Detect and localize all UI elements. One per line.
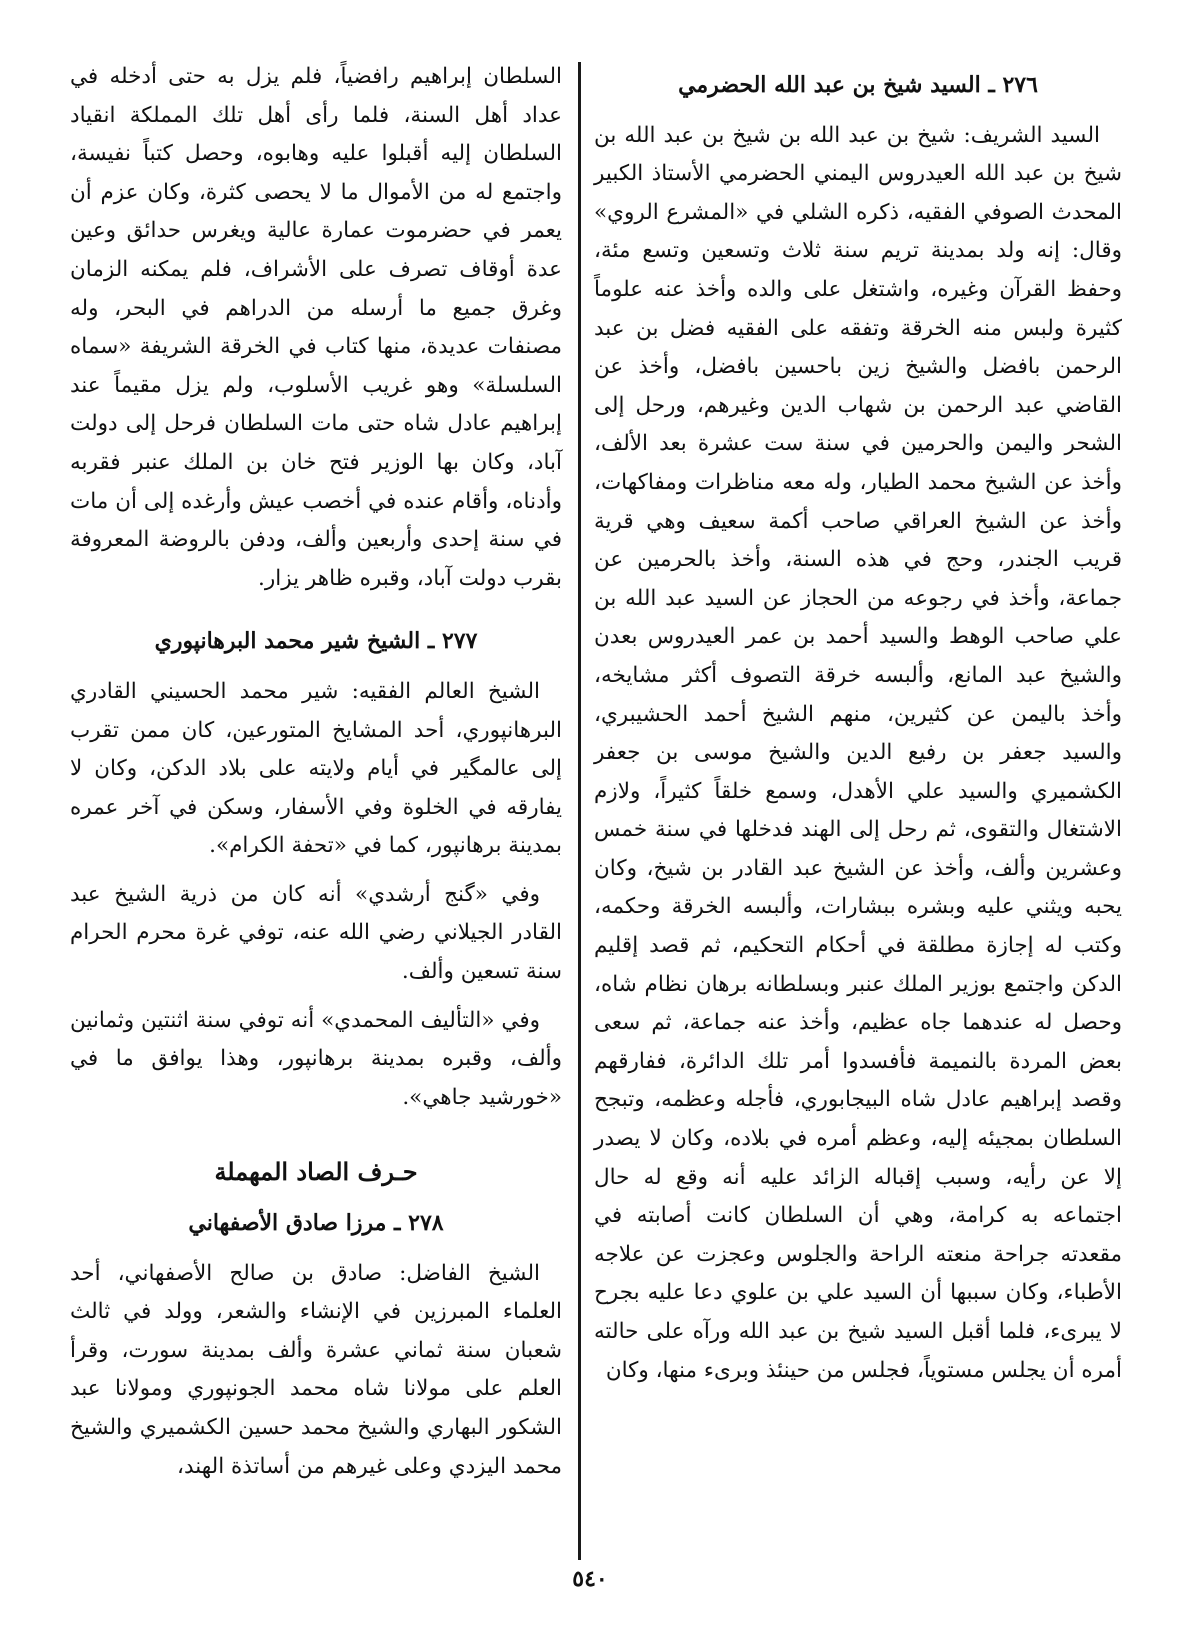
entry-277-paragraph-1: الشيخ العالم الفقيه: شير محمد الحسيني القادري البرهانپوري، أحد المشايخ المتورعين، كان ممن تقرب إلى عالمگير في أيام ولايته على بلاد الدكن، وكان لا يفارقه في الخلوة وفي الأسفار، وسكن في آخر عمره بمدينة برهانپور، كما في «تحفة الكرام». [70,678,562,859]
right-column [594,58,1122,1400]
entry-276-text: السيد الشريف: شيخ بن عبد الله بن شيخ بن عبد الله بن شيخ بن عبد الله العيدروس اليمني الحضرمي الأستاذ الكبير المحدث الصوفي الفقيه، ذكره الشلي في «المشرع الروي» وقال: إنه ولد بمدينة تريم سنة ثلاث وتسعين وتسع مئة، وحفظ القرآن وغيره، واشتغل على والده وأخذ عنه علوماً كثيرة ولبس منه الخرقة وتفقه على الفقيه فضل بن عبد الرحمن بافضل والشيخ زين باحسين بافضل، وأخذ عن القاضي عبد الرحمن بن شهاب الدين وغيرهم، ورحل إلى الشحر واليمن والحرمين في سنة ست عشرة بعد الألف، وأخذ عن الشيخ محمد الطيار، وله معه مناظرات ومفاكهات، وأخذ عن الشيخ العراقي صاحب أكمة سعيف وهي قرية قريب الجندر، وحج في هذه السنة، وأخذ بالحرمين عن جماعة، وأخذ في رجوعه من الحجاز عن السيد عبد الله بن علي صاحب الوهط والسيد أحمد بن عمر العيدروس بعدن والشيخ عبد المانع، وألبسه خرقة التصوف أكثر مشايخه، وأخذ باليمن عن كثيرين، منهم الشيخ أحمد الحشيبري، والسيد جعفر بن رفيع الدين والشيخ موسى بن جعفر الكشميري والسيد علي الأهدل، وسمع خلقاً كثيراً، ولازم الاشتغال والتقوى، ثم رحل إلى الهند فدخلها في سنة خمس وعشرين وألف، وأخذ عن الشيخ عبد القادر بن شيخ، وكان يحبه ويثني عليه وبشره ببشارات، وألبسه الخرقة وحكمه، وكتب له إجازة مطلقة في أحكام التحكيم، ثم قصد إقليم الدكن واجتمع بوزير الملك عنبر وبسلطانه برهان نظام شاه، وحصل له عندهما جاه عظيم، وأخذ عنه جماعة، ثم سعى بعض المردة بالنميمة فأفسدوا أمر تلك الدائرة، ففارقهم وقصد إبراهيم عادل شاه البيجابوري، فأجله وعظمه، وتبجح السلطان بمجيئه إليه، وعظم أمره في بلاده، وكان لا يصدر إلا عن رأيه، وسبب إقباله الزائد عليه أنه وقع له حال اجتماعه به كرامة، وهي أن السلطان كانت أصابته في مقعدته جراحة منعته الراحة والجلوس وعجزت عن علاجه الأطباء، وكان سببها أن السيد علي بن علوي دعا عليه بجرح لا يبرىء، فلما أقبل السيد شيخ بن عبد الله ورآه على حالته أمره أن يجلس مستوياً، فجلس من حينئذ وبرىء منها، وكان [594,122,1122,1383]
page-number: ٥٤٠ [572,1566,608,1592]
column-divider [578,62,581,1560]
entry-277-paragraph-2: وفي «گنج أرشدي» أنه كان من ذرية الشيخ عبد القادر الجيلاني رضي الله عنه، توفي غرة محرم الحرام سنة تسعين وألف. [70,881,562,985]
entry-276-title: ٢٧٦ ـ السيد شيخ بن عبد الله الحضرمي [678,72,1038,98]
entry-278-text: الشيخ الفاضل: صادق بن صالح الأصفهاني، أحد العلماء المبرزين في الإنشاء والشعر، وولد في ثالث شعبان سنة ثماني عشرة وألف بمدينة سورت، وقرأ العلم على مولانا شاه محمد الجونپوري ومولانا عبد الشكور البهاري والشيخ محمد حسين الكشميري والشيخ محمد اليزدي وعلى غيرهم من أساتذة الهند، [70,1260,562,1479]
entry-276-continuation: السلطان إبراهيم رافضياً، فلم يزل به حتى أدخله في عداد أهل السنة، فلما رأى أهل تلك المملكة انقياد السلطان إليه أقبلوا عليه وهابوه، وحصل كتباً نفيسة، واجتمع له من الأموال ما لا يحصى كثرة، وكان عزم أن يعمر في حضرموت عمارة عالية ويغرس حدائق وعين عدة أوقاف تصرف على الأشراف، فلم يمكنه الزمان وغرق جميع ما أرسله من الدراهم في البحر، وله مصنفات عديدة، منها كتاب في الخرقة الشريفة «سماه السلسلة» وهو غريب الأسلوب، ولم يزل مقيماً عند إبراهيم عادل شاه حتى مات السلطان فرحل إلى دولت آباد، وكان بها الوزير فتح خان بن الملك عنبر فقربه وأدناه، وأقام عنده في أخصب عيش وأرغده إلى أن مات في سنة إحدى وأربعين وألف، ودفن بالروضة المعروفة بقرب دولت آباد، وقبره ظاهر يزار. [70,64,562,591]
entry-277-paragraph-3: وفي «التأليف المحمدي» أنه توفي سنة اثنتين وثمانين وألف، وقبره بمدينة برهانپور، وهذا يوافق ما في «خورشيد جاهي». [70,1007,562,1110]
left-column [70,58,562,1496]
entry-277-title: ٢٧٧ ـ الشيخ شير محمد البرهانپوري [154,628,478,655]
entry-278-title: ٢٧٨ ـ مرزا صادق الأصفهاني [188,1210,444,1237]
section-title: حـرف الصاد المهملة [214,1157,418,1187]
